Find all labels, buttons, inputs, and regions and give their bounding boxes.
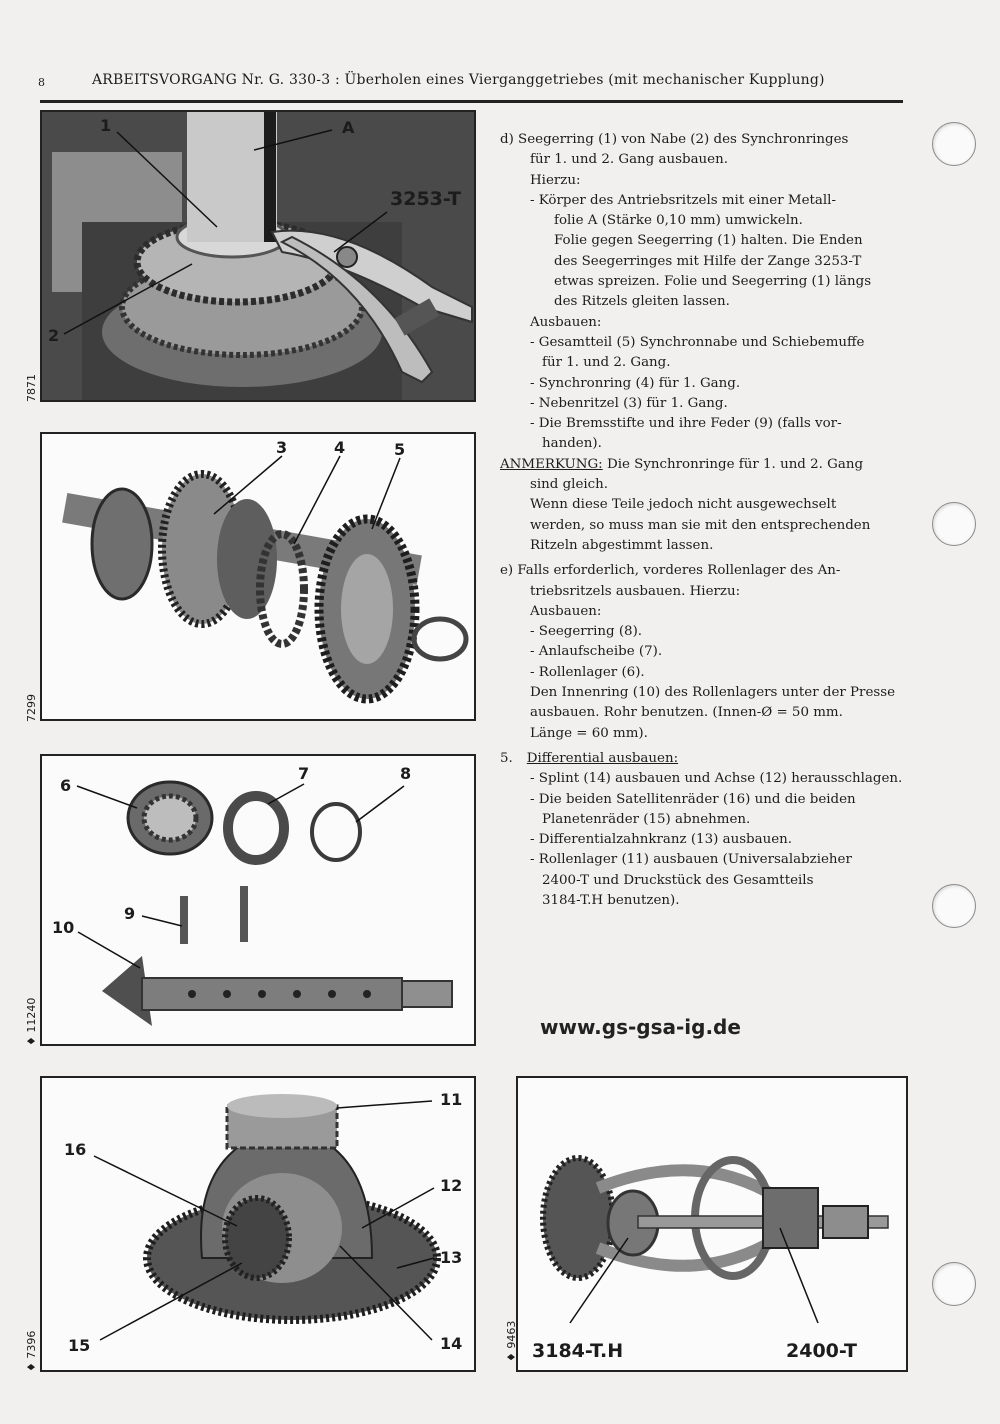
label-10: 10 [52, 918, 75, 937]
text-line: - Rollenlager (11) ausbauen (Universalabzieher [530, 852, 852, 868]
text-line: Ritzeln abgestimmt lassen. [530, 537, 714, 553]
text-line: handen). [542, 436, 602, 452]
text-line: etwas spreizen. Folie und Seegerring (1) längs [554, 274, 872, 290]
text-line: des Ritzels gleiten lassen. [554, 294, 730, 310]
text-line: - Seegerring (8). [530, 624, 643, 640]
text-line: Ausbauen: [530, 603, 602, 619]
text-line: für 1. und 2. Gang. [542, 355, 671, 371]
figure-code: 7299 [25, 694, 38, 722]
figure-code: 7871 [25, 374, 38, 402]
note-text: Die Synchronringe für 1. und 2. Gang [602, 456, 864, 472]
text-line: ausbauen. Rohr benutzen. (Innen-Ø = 50 mm. [530, 705, 843, 721]
binder-hole [932, 502, 976, 546]
text-line: des Seegerringes mit Hilfe der Zange 3253-T [554, 253, 862, 269]
label-1: 1 [100, 116, 112, 135]
figure-differential [40, 1076, 476, 1372]
label-3: 3 [276, 438, 288, 457]
photo-pinion-shaft-parts [42, 434, 474, 719]
text-line: Wenn diese Teile jedoch nicht ausgewechselt [530, 497, 837, 513]
label-2400-t: 2400-T [786, 1340, 857, 1362]
text-line: folie A (Stärke 0,10 mm) umwickeln. [554, 213, 803, 229]
website-watermark: www.gs-gsa-ig.de [540, 1015, 741, 1039]
label-14: 14 [440, 1334, 463, 1353]
text-line: sind gleich. [530, 477, 609, 493]
binder-hole [932, 884, 976, 928]
label-3184-t-h: 3184-T.H [532, 1340, 624, 1362]
text-line: Planetenräder (15) abnehmen. [542, 811, 751, 827]
text-line: 3184-T.H benutzen). [542, 892, 680, 908]
instructions-text [500, 130, 920, 911]
text-line: werden, so muss man sie mit den entsprechenden [530, 517, 871, 533]
text-line: für 1. und 2. Gang ausbauen. [530, 152, 728, 168]
label-9: 9 [124, 904, 136, 923]
text-line: - Nebenritzel (3) für 1. Gang. [530, 395, 728, 411]
figure-bearing-parts [40, 754, 476, 1046]
text-line: - Die Bremsstifte und ihre Feder (9) (falls vor- [530, 416, 842, 432]
label-11: 11 [440, 1090, 463, 1109]
label-4: 4 [334, 438, 346, 457]
section-title: Differential ausbauen: [526, 750, 679, 766]
figure-code: ♦ 9463 [505, 1320, 518, 1362]
figure-pinion-parts [40, 432, 476, 721]
photo-universal-puller [518, 1078, 906, 1370]
note-label: ANMERKUNG: [500, 456, 603, 472]
section-number: 5. [500, 750, 513, 766]
text-line: - Anlaufscheibe (7). [530, 644, 663, 660]
photo-differential-assembly [42, 1078, 474, 1370]
text-line: triebsritzels ausbauen. Hierzu: [530, 583, 741, 599]
photo-bearing-washer-circlip-shaft [42, 756, 474, 1044]
text-line: - Die beiden Satellitenräder (16) und die beiden [530, 791, 856, 807]
label-a: A [342, 118, 355, 137]
figure-bearing-puller [516, 1076, 908, 1372]
figure-code: ♦ 7396 [25, 1330, 38, 1372]
figure-synchro-circlip-removal [40, 110, 476, 402]
figure-code: ♦ 11240 [25, 997, 38, 1046]
text-line: Den Innenring (10) des Rollenlagers unter der Presse [530, 685, 896, 701]
label-16: 16 [64, 1140, 87, 1159]
text-line: - Gesamtteil (5) Synchronnabe und Schiebemuffe [530, 334, 865, 350]
header-title: ARBEITSVORGANG Nr. G. 330-3 : Überholen eines Vierganggetriebes (mit mechanischer Kupplung) [92, 72, 825, 88]
label-7: 7 [298, 764, 310, 783]
label-3253-t: 3253-T [390, 188, 461, 210]
label-8: 8 [400, 764, 412, 783]
page-number: 8 [38, 76, 46, 89]
text-line: Hierzu: [530, 172, 581, 188]
note-line [500, 455, 920, 475]
binder-hole [932, 122, 976, 166]
binder-hole [932, 1262, 976, 1306]
header-rule [40, 100, 903, 103]
photo-gearbox-with-pliers [42, 112, 474, 400]
text-line: - Splint (14) ausbauen und Achse (12) herausschlagen. [530, 771, 903, 787]
text-line: Folie gegen Seegerring (1) halten. Die Enden [554, 233, 863, 249]
section-heading [500, 749, 920, 769]
text-line: - Rollenlager (6). [530, 664, 645, 680]
text-line: Ausbauen: [530, 314, 602, 330]
text-line: - Synchronring (4) für 1. Gang. [530, 375, 741, 391]
label-6: 6 [60, 776, 72, 795]
text-line: 2400-T und Druckstück des Gesamtteils [542, 872, 814, 888]
label-12: 12 [440, 1176, 463, 1195]
label-15: 15 [68, 1336, 91, 1355]
label-5: 5 [394, 440, 406, 459]
text-line: - Körper des Antriebsritzels mit einer Metall- [530, 192, 836, 208]
label-13: 13 [440, 1248, 463, 1267]
label-2: 2 [48, 326, 60, 345]
text-line: d) Seegerring (1) von Nabe (2) des Synchronringes [500, 132, 849, 147]
text-line: e) Falls erforderlich, vorderes Rollenlager des An- [500, 563, 841, 579]
text-line: Länge = 60 mm). [530, 725, 648, 741]
text-line: - Differentialzahnkranz (13) ausbauen. [530, 832, 793, 848]
